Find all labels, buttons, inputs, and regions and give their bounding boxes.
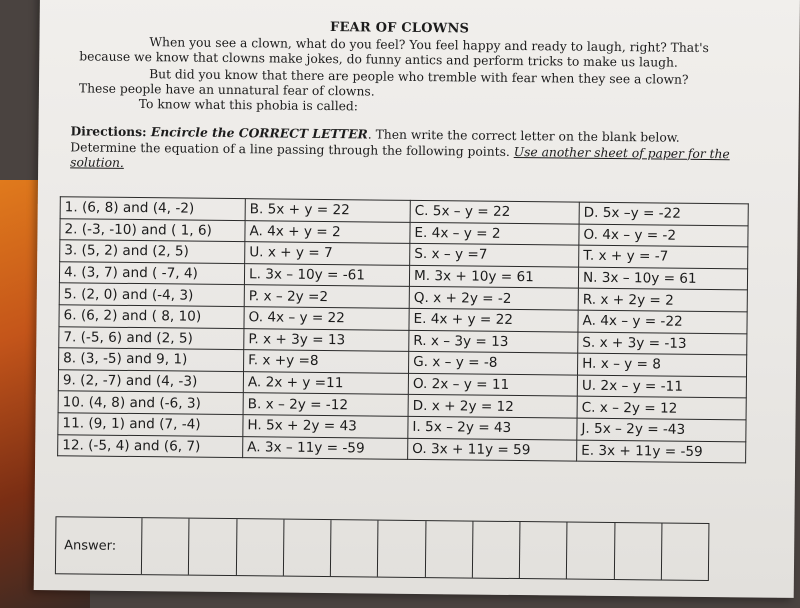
question-cell: 5. (2, 0) and (-4, 3) (59, 283, 244, 307)
choice-cell[interactable]: O. 4x – y = 22 (244, 307, 409, 330)
answer-slot[interactable] (284, 520, 332, 576)
intro-paragraph-1: When you see a clown, what do you feel? You feel happy and ready to laugh, right? That's because we know that clowns make jokes, do funny antics and perform tricks to make us laugh. (79, 35, 709, 70)
choice-cell[interactable]: E. 4x + y = 22 (409, 308, 578, 331)
answer-slot[interactable] (331, 520, 379, 576)
intro-paragraph-3: To know what this phobia is called: (138, 97, 359, 114)
choice-cell[interactable]: I. 5x – 2y = 43 (408, 416, 577, 439)
question-cell: 6. (6, 2) and ( 8, 10) (59, 305, 244, 329)
choice-cell[interactable]: E. 3x + 11y = -59 (577, 440, 746, 463)
worksheet-title: FEAR OF CLOWNS (329, 20, 470, 37)
choice-cell[interactable]: O. 2x – y = 11 (408, 373, 577, 396)
directions-note: Use another sheet of paper for the solution. (70, 144, 730, 170)
directions-line2: Determine the equation of a line passing through the following points. (70, 139, 514, 159)
directions: Directions: Encircle the CORRECT LETTER. Then write the correct letter on the blank below. Determine the equation of a line passing through the following points. Use another sheet of paper for the solution. (70, 123, 730, 170)
choice-cell[interactable]: O. 3x + 11y = 59 (408, 438, 577, 461)
choice-cell[interactable]: P. x – 2y =2 (244, 285, 409, 308)
choice-cell[interactable]: L. 3x – 10y = -61 (244, 263, 409, 286)
choice-cell[interactable]: H. x – y = 8 (577, 353, 746, 376)
directions-emphasis: Encircle the CORRECT LETTER (150, 124, 368, 142)
choice-cell[interactable]: T. x + y = -7 (579, 245, 748, 268)
answer-box (55, 516, 710, 581)
choice-cell[interactable]: U. 2x – y = -11 (577, 375, 746, 398)
question-cell: 8. (3, -5) and 9, 1) (59, 348, 244, 372)
choice-cell[interactable]: A. 4x – y = -22 (578, 310, 747, 333)
choice-cell[interactable]: N. 3x – 10y = 61 (578, 267, 747, 290)
directions-label: Directions (70, 123, 143, 140)
question-cell: 1. (6, 8) and (4, -2) (60, 197, 245, 221)
choice-cell[interactable]: S. x – y =7 (410, 244, 579, 267)
answer-label: Answer: (56, 517, 143, 574)
choice-cell[interactable]: M. 3x + 10y = 61 (409, 265, 578, 288)
answer-slot[interactable] (614, 523, 662, 579)
question-cell: 12. (-5, 4) and (6, 7) (58, 434, 243, 458)
question-cell: 10. (4, 8) and (-6, 3) (58, 391, 243, 415)
choice-cell[interactable]: B. x – 2y = -12 (243, 393, 408, 416)
question-cell: 7. (-5, 6) and (2, 5) (59, 326, 244, 350)
directions-rest: . Then write the correct letter on the blank below. (367, 127, 680, 145)
choice-cell[interactable]: H. 5x + 2y = 43 (243, 415, 408, 438)
choice-cell[interactable]: Q. x + 2y = -2 (409, 287, 578, 310)
choice-cell[interactable]: U. x + y = 7 (245, 242, 410, 265)
question-cell: 2. (-3, -10) and ( 1, 6) (60, 218, 245, 242)
choice-cell[interactable]: F. x +y =8 (244, 350, 409, 373)
answer-slot[interactable] (425, 521, 473, 577)
question-table (57, 196, 749, 463)
choice-cell[interactable]: O. 4x – y = -2 (579, 224, 748, 247)
choice-cell[interactable]: G. x – y = -8 (409, 352, 578, 375)
choice-cell[interactable]: J. 5x – 2y = -43 (577, 418, 746, 441)
answer-slot[interactable] (378, 521, 426, 577)
answer-slot[interactable] (189, 519, 237, 575)
choice-cell[interactable]: D. x + 2y = 12 (408, 395, 577, 418)
answer-slot[interactable] (567, 523, 615, 579)
answer-slot[interactable] (662, 524, 709, 580)
choice-cell[interactable]: A. 4x + y = 2 (245, 220, 410, 243)
choice-cell[interactable]: R. x + 2y = 2 (578, 289, 747, 312)
answer-slot[interactable] (473, 522, 521, 578)
choice-cell[interactable]: R. x – 3y = 13 (409, 330, 578, 353)
choice-cell[interactable]: B. 5x + y = 22 (245, 199, 410, 222)
choice-cell[interactable]: P. x + 3y = 13 (244, 328, 409, 351)
worksheet-paper (34, 0, 800, 598)
choice-cell[interactable]: E. 4x – y = 2 (410, 222, 579, 245)
intro-paragraph-2: But did you know that there are people who tremble with fear when they see a clown? These people have an unnatural fear of clowns. (78, 67, 689, 99)
answer-slot[interactable] (236, 519, 284, 575)
choice-cell[interactable]: D. 5x –y = -22 (579, 202, 748, 225)
choice-cell[interactable]: S. x + 3y = -13 (578, 332, 747, 355)
question-cell: 9. (2, -7) and (4, -3) (58, 369, 243, 393)
question-cell: 11. (9, 1) and (7, -4) (58, 413, 243, 437)
choice-cell[interactable]: C. 5x – y = 22 (410, 200, 579, 223)
choice-cell[interactable]: A. 3x – 11y = -59 (243, 436, 408, 459)
question-cell: 3. (5, 2) and (2, 5) (60, 240, 245, 264)
question-cell: 4. (3, 7) and ( -7, 4) (59, 262, 244, 286)
answer-slot[interactable] (142, 518, 190, 574)
choice-cell[interactable]: A. 2x + y =11 (243, 371, 408, 394)
choice-cell[interactable]: C. x – 2y = 12 (577, 396, 746, 419)
answer-slot[interactable] (520, 522, 568, 578)
